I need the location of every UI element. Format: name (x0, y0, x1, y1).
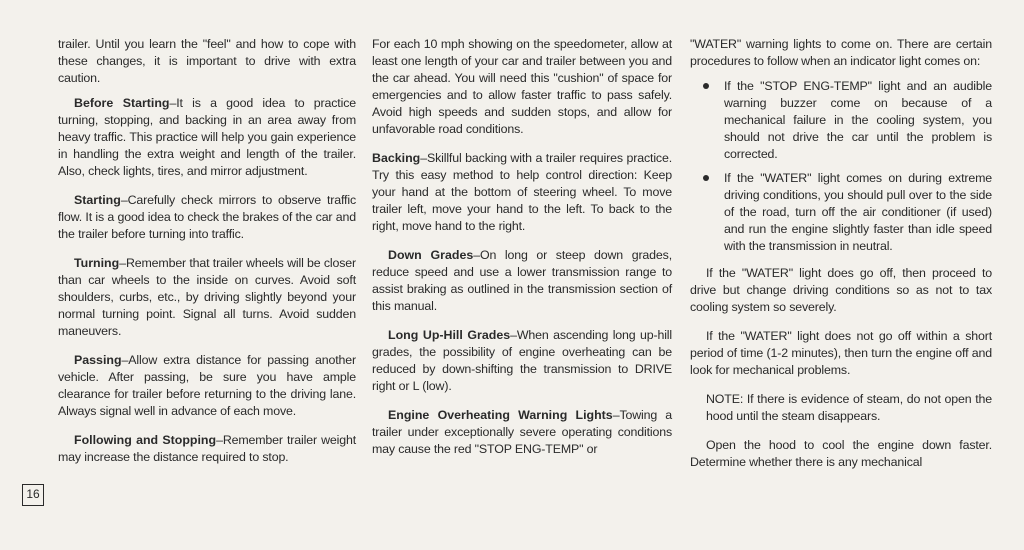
col1-intro: trailer. Until you learn the "feel" and how to cope with these changes, it is important to drive with extra caution. (58, 37, 356, 85)
up-hill-grades-text: When ascending long up-hill grades, the possibility of engine overheating can be reduced by down-shifting the transmission to DRIVE right or L (low). (372, 328, 673, 393)
up-hill-grades-heading: Long Up-Hill Grades (388, 328, 511, 342)
backing-heading: Backing (372, 151, 421, 165)
turning-heading: Turning (74, 256, 120, 270)
passing-heading: Passing (74, 353, 122, 367)
before-starting-paragraph: Before Starting–It is a good idea to practice turning, stopping, and backing in an area away from heavy traffic. This practice will help you gain experience in handling the extra weight and length of the trailer. Also, check lights, tires, and mirror adjustment. (58, 96, 356, 178)
passing-paragraph: Passing–Allow extra distance for passing another vehicle. After passing, be sure you have ample clearance for trailer before returning to the driving lane. Always signal well in advance of each move. (58, 353, 356, 418)
starting-paragraph: Starting–Carefully check mirrors to observe traffic flow. It is a good idea to check the brakes of the car and the trailer before turning into traffic. (58, 193, 356, 241)
column-1 (58, 36, 356, 478)
water-light-on-paragraph: If the "WATER" light does not go off within a short period of time (1-2 minutes), then turn the engine off and look for mechanical problems. (690, 329, 992, 377)
steam-note: NOTE: If there is evidence of steam, do not open the hood until the steam disappears. (706, 392, 992, 423)
open-hood-paragraph: Open the hood to cool the engine down faster. Determine whether there is any mechanical (690, 438, 992, 469)
turning-paragraph: Turning–Remember that trailer wheels will be closer than car wheels to the inside on curves. Avoid soft shoulders, curbs, etc., by driving slightly beyond your normal turning point. Signal all turns. Avoid sudden maneuvers. (58, 256, 356, 338)
following-stopping-paragraph: Following and Stopping–Remember trailer weight may increase the distance required to stop. (58, 433, 356, 464)
list-item: If the "STOP ENG-TEMP" light and an audible warning buzzer come on because of a mechanical failure in the cooling system, you should not drive the car until the problem is corrected. (724, 79, 992, 161)
down-grades-text: On long or steep down grades, reduce speed and use a lower transmission range to assist braking as outlined in the transmission section of this manual. (372, 248, 672, 313)
down-grades-paragraph: Down Grades–On long or steep down grades, reduce speed and use a lower transmission range to assist braking as outlined in the transmission section of this manual. (372, 248, 672, 313)
following-stopping-text: Remember trailer weight may increase the distance required to stop. (58, 433, 356, 464)
procedure-list (690, 78, 992, 255)
down-grades-heading: Down Grades (388, 248, 474, 262)
before-starting-text: It is a good idea to practice turning, stopping, and backing in an area away from heavy traffic. This practice will help you gain experience in handling the extra weight and length of the trailer. Also, check lights, tires, and mirror adjustment. (58, 96, 356, 178)
water-light-off-paragraph: If the "WATER" light does go off, then proceed to drive but change driving conditions so as not to tax cooling system so severely. (690, 266, 992, 314)
up-hill-grades-paragraph: Long Up-Hill Grades–When ascending long up-hill grades, the possibility of engine overheating can be reduced by down-shifting the transmission to DRIVE right or L (low). (372, 328, 673, 393)
starting-heading: Starting (74, 193, 121, 207)
backing-text: Skillful backing with a trailer requires practice. Try this easy method to help control direction: Keep your hand at the bottom of steering wheel. To move trailer left, move your hand to the left. To back to the right, move hand to the right. (372, 151, 672, 233)
column-3 (690, 36, 992, 483)
following-distance-paragraph: For each 10 mph showing on the speedometer, allow at least one length of your car and trailer between you and the car ahead. You will need this "cushion" of space for emergencies and to allow faster traffic to pass safely. Avoid high speeds and sudden stops, and allow for unfavorable road conditions. (372, 37, 672, 136)
backing-paragraph: Backing–Skillful backing with a trailer requires practice. Try this easy method to help control direction: Keep your hand at the bottom of steering wheel. To move trailer left, move your hand to the left. To back to the right, move hand to the right. (372, 151, 672, 233)
column-2 (372, 36, 672, 470)
passing-text: Allow extra distance for passing another vehicle. After passing, be sure you have ample clearance for trailer before returning to the driving lane. Always signal well in advance of each move. (58, 353, 356, 418)
overheating-text: Towing a trailer under exceptionally severe operating conditions may cause the red "STOP ENG-TEMP" or (372, 408, 672, 456)
overheating-heading: Engine Overheating Warning Lights (388, 408, 613, 422)
warning-lights-intro: "WATER" warning lights to come on. There are certain procedures to follow when an indicator light comes on: (690, 37, 992, 68)
starting-text: Carefully check mirrors to observe traffic flow. It is a good idea to check the brakes of the car and the trailer before turning into traffic. (58, 193, 356, 241)
before-starting-heading: Before Starting (74, 96, 170, 110)
overheating-paragraph: Engine Overheating Warning Lights–Towing a trailer under exceptionally severe operating conditions may cause the red "STOP ENG-TEMP" or (372, 408, 672, 456)
turning-text: Remember that trailer wheels will be closer than car wheels to the inside on curves. Avoid soft shoulders, curbs, etc., by driving slightly beyond your normal turning point. Signal all turns. Avoid sudden maneuvers. (58, 256, 356, 338)
page-number-box: 16 (22, 484, 44, 506)
list-item: If the "WATER" light comes on during extreme driving conditions, you should pull over to the side of the road, turn off the air conditioner (if used) and run the engine slightly faster than idle speed with the transmission in neutral. (724, 171, 992, 253)
following-stopping-heading: Following and Stopping (74, 433, 217, 447)
